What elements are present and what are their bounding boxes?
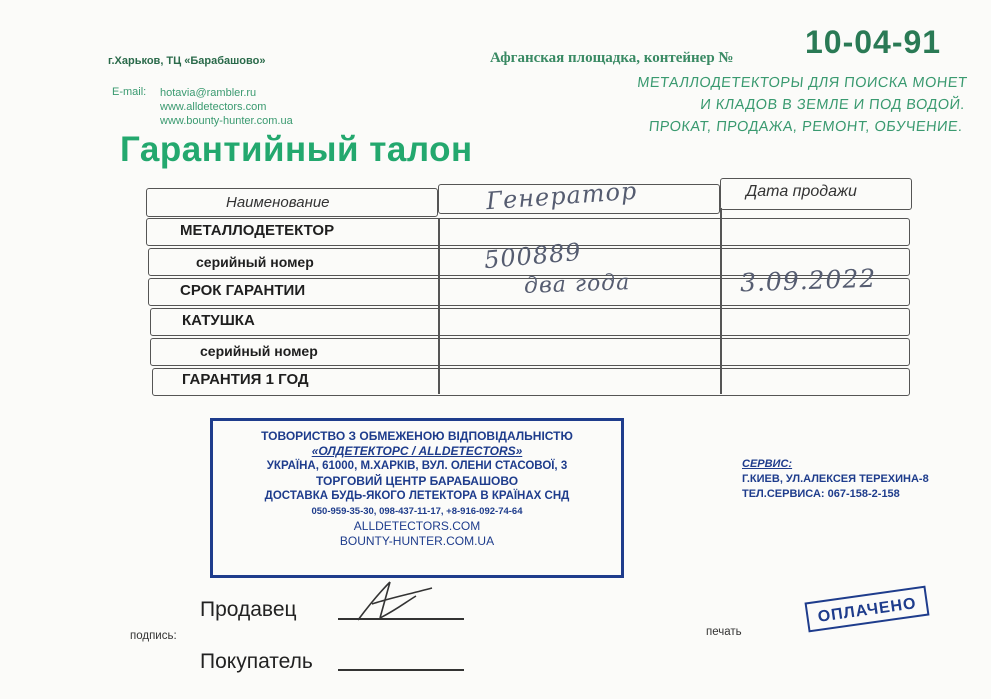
column-divider (438, 218, 440, 394)
stamp-line-5: ДОСТАВКА БУДЬ-ЯКОГО ЛЕТЕКТОРА В КРАЇНАХ СНД (264, 490, 570, 502)
warranty-table (146, 178, 910, 396)
buyer-signature-line (338, 669, 464, 671)
row-label-warranty-term: СРОК ГАРАНТИИ (180, 282, 306, 299)
stamp-line-3: УКРАЇНА, 61000, М.ХАРКІВ, ВУЛ. ОЛЕНИ СТАСОВОЇ, 3 (266, 460, 568, 472)
stamp-line-2: «ОЛДЕТЕКТОРС / ALLDETECTORS» (311, 444, 523, 458)
contact-block (160, 86, 293, 128)
stamp-line-1: ТОВОРИСТВО З ОБМЕЖЕНОЮ ВІДПОВІДАЛЬНІСТЮ (261, 429, 573, 443)
row-label-coil-serial: серийный номер (200, 343, 318, 359)
row-label-warranty-1y: ГАРАНТИЯ 1 ГОД (182, 371, 309, 388)
shop-address: г.Харьков, ТЦ «Барабашово» (108, 55, 266, 67)
stamp-line-7: ALLDETECTORS.COM (353, 519, 481, 533)
website-1: www.alldetectors.com (160, 101, 267, 113)
handwritten-model: Генератор (485, 176, 639, 216)
stamp-line-6: 050-959-35-30, 098-437-11-17, +8-916-092-74-64 (311, 506, 523, 517)
col-name-header: Наименование (226, 194, 330, 211)
handwritten-warranty: два года (523, 270, 631, 299)
container-number: 10-04-91 (805, 24, 942, 60)
website-2: www.bounty-hunter.com.ua (160, 115, 293, 127)
signature-label: подпись: (130, 630, 177, 642)
stamp-line-4: ТОРГОВИЙ ЦЕНТР БАРАБАШОВО (315, 474, 519, 488)
email-label: E-mail: (112, 86, 147, 98)
service-label: СЕРВИС: (742, 458, 793, 470)
col-date-header: Дата продажи (746, 183, 857, 200)
table-row (150, 308, 910, 336)
company-stamp (210, 418, 624, 578)
seller-label: Продавец (200, 598, 297, 621)
column-divider (720, 208, 722, 394)
paid-stamp: ОПЛАЧЕНО (805, 586, 930, 633)
stamp-line-8: BOUNTY-HUNTER.COM.UA (339, 534, 495, 548)
tagline-line-2: И КЛАДОВ В ЗЕМЛЕ И ПОД ВОДОЙ. (699, 97, 966, 113)
page-title: Гарантийный талон (120, 130, 473, 169)
service-address: Г.КИЕВ, УЛ.АЛЕКСЕЯ ТЕРЕХИНА-8 (742, 473, 929, 485)
row-label-coil: КАТУШКА (182, 312, 255, 329)
service-phone: ТЕЛ.СЕРВИСА: 067-158-2-158 (742, 488, 900, 500)
seal-label: печать (706, 626, 742, 638)
row-label-serial: серийный номер (196, 254, 314, 270)
email-address: hotavia@rambler.ru (160, 87, 257, 99)
seller-signature (350, 574, 440, 630)
service-block (742, 457, 929, 502)
tagline-line-1: МЕТАЛЛОДЕТЕКТОРЫ ДЛЯ ПОИСКА МОНЕТ (636, 75, 969, 91)
row-label-detector: МЕТАЛЛОДЕТЕКТОР (180, 222, 335, 239)
handwritten-serial: 500889 (482, 237, 583, 275)
tagline (582, 72, 969, 138)
handwritten-date: 3.09.2022 (739, 263, 877, 298)
buyer-label: Покупатель (200, 650, 313, 673)
container-location: Афганская площадка, контейнер № (490, 50, 734, 66)
tagline-line-3: ПРОКАТ, ПРОДАЖА, РЕМОНТ, ОБУЧЕНИЕ. (648, 119, 964, 135)
